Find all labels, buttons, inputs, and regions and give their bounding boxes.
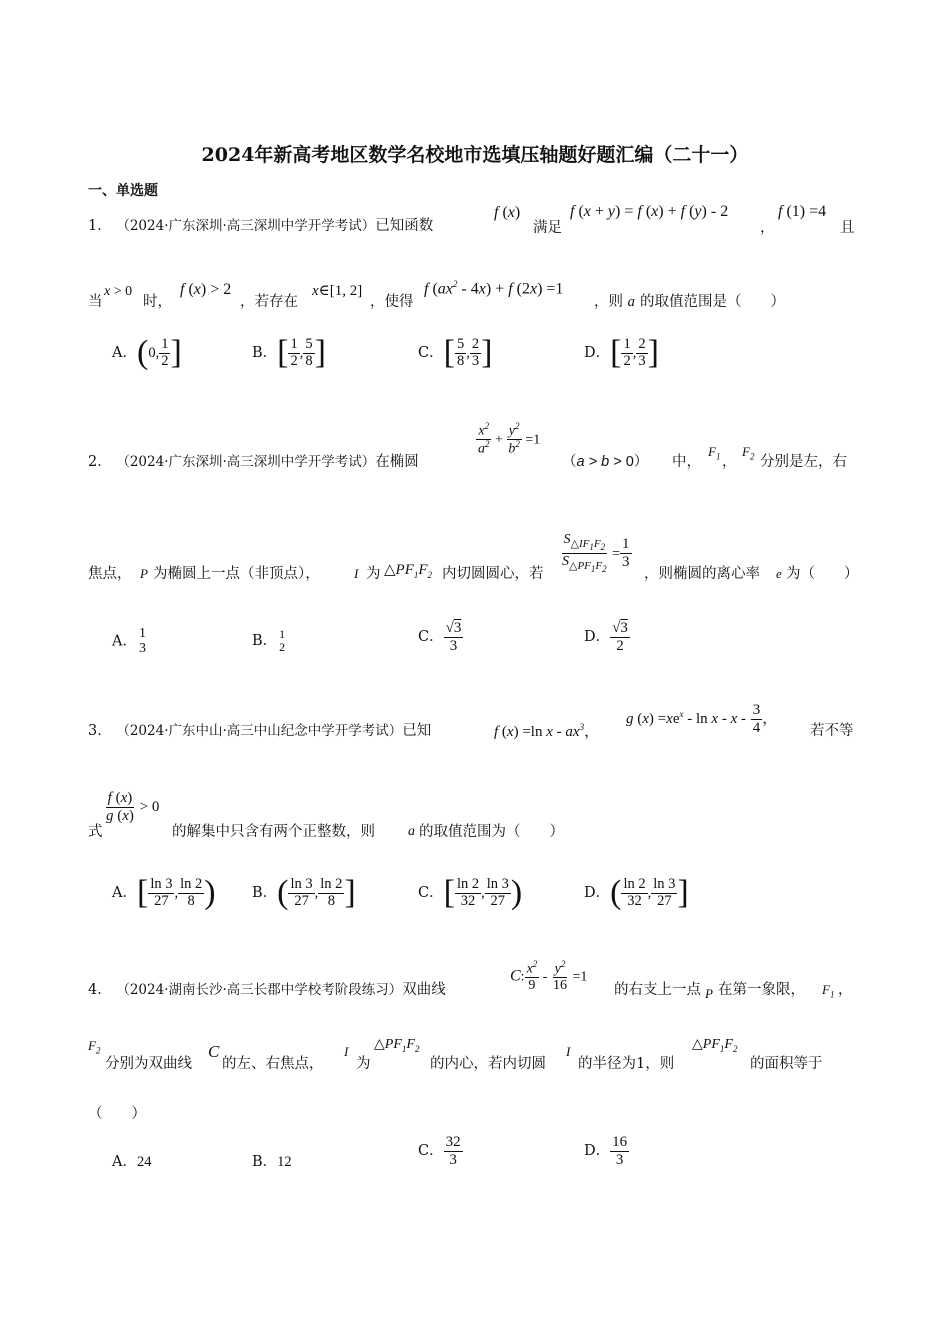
math-ellipse-equation: $\frac{x^2}{a^2}$ + $\frac{y^2}{b^2}$ =1 bbox=[478, 421, 541, 457]
math-f1-equals-4: f (1) =4 bbox=[778, 203, 827, 220]
math-i: I bbox=[344, 1044, 349, 1059]
option-b[interactable]: B．[ $\frac{1}{2}$ , $\frac{5}{8}$ ] bbox=[252, 334, 326, 371]
question-source: （2024·广东深圳·高三深圳中学开学考试） bbox=[116, 454, 376, 470]
question-number: 3． bbox=[88, 723, 112, 739]
comma: ， bbox=[722, 454, 737, 470]
question-text: 且 bbox=[840, 220, 855, 236]
math-x-in-interval: x∈[1, 2] bbox=[312, 283, 363, 299]
question-text: 在第一象限， bbox=[718, 982, 805, 998]
math-triangle-pf1f2: $\triangle PF_1F_2$ bbox=[374, 1037, 420, 1054]
question-text: 的取值范围是（ ） bbox=[640, 294, 785, 310]
math-f2: $F_2$ bbox=[88, 1038, 101, 1056]
question-source: （2024·广东中山·高三中山纪念中学开学考试） bbox=[116, 723, 403, 739]
option-label: C． bbox=[418, 629, 444, 645]
math-fx-gt-2: f (x) > 2 bbox=[180, 281, 232, 298]
option-label: D． bbox=[584, 345, 611, 361]
question-text: 的取值范围为（ ） bbox=[419, 824, 564, 840]
question-text: 在椭圆 bbox=[375, 454, 419, 470]
comma: ， bbox=[760, 220, 775, 236]
option-a[interactable]: A．(0, $\frac{1}{2}$ ] bbox=[112, 334, 182, 371]
option-d[interactable]: D．[ $\frac{1}{2}$ , $\frac{2}{3}$ ] bbox=[584, 334, 659, 371]
math-functional-equation: f (x + y) = f (x) + f (y) - 2 bbox=[570, 203, 729, 220]
option-label: D． bbox=[584, 885, 611, 901]
question-text: ，则椭圆的离心率 bbox=[644, 566, 760, 582]
option-a[interactable]: A．[ $\frac{\ln 3}{27}$ , $\frac{\ln 2}{8}$ ) bbox=[112, 874, 216, 911]
option-value: 12 bbox=[277, 1154, 292, 1170]
option-b[interactable]: B．( $\frac{\ln 3}{27}$ , $\frac{\ln 2}{8}$ ] bbox=[252, 874, 356, 911]
question-text: 为 bbox=[366, 566, 381, 582]
comma: ，则 a bbox=[594, 294, 635, 310]
question-text: ，使得 bbox=[370, 294, 414, 310]
question-1-line-1 bbox=[88, 214, 433, 235]
option-c[interactable]: C．[ $\frac{\ln 2}{32}$ , $\frac{\ln 3}{27}$ ) bbox=[418, 874, 523, 911]
option-a[interactable] bbox=[112, 1150, 151, 1171]
option-c[interactable]: C． $\frac{32}{3}$ bbox=[418, 1134, 461, 1168]
math-a: a bbox=[408, 824, 415, 839]
option-a[interactable]: A． 1 3 bbox=[112, 626, 146, 657]
option-label: C． bbox=[418, 1143, 444, 1159]
option-label: A． bbox=[112, 345, 137, 361]
question-text: 的面积等于 bbox=[750, 1056, 823, 1072]
question-number: 1． bbox=[88, 218, 112, 234]
question-3-line-1 bbox=[88, 719, 431, 740]
question-text: 的解集中只含有两个正整数，则 bbox=[172, 824, 375, 840]
option-d[interactable]: D．( $\frac{\ln 2}{32}$ , $\frac{\ln 3}{27}$ ] bbox=[584, 874, 689, 911]
question-number: 2． bbox=[88, 454, 112, 470]
question-source: （2024·广东深圳·高三深圳中学开学考试） bbox=[116, 218, 376, 234]
math-f-definition: f (x) =ln x - $ax^3$， bbox=[494, 722, 600, 740]
page-title: 2024年新高考地区数学名校地市选填压轴题好题汇编（二十一） bbox=[201, 144, 749, 166]
option-b[interactable] bbox=[252, 1150, 292, 1171]
question-text: 双曲线 bbox=[402, 982, 446, 998]
math-f1: $F_1$ bbox=[822, 982, 835, 1000]
math-condition-equation: f $(ax^2 - 4x) + f$ (2x) =1 bbox=[424, 279, 564, 298]
question-text: 满足 bbox=[533, 220, 562, 236]
question-text: 的右支上一点 bbox=[614, 982, 701, 998]
math-area-ratio: $\frac{S_{\triangle IF_1F_2}}{S_{\triangle PF_1F_2}}$ = $\frac{1}{3}$ bbox=[562, 532, 630, 574]
math-f1: $F_1$ bbox=[708, 444, 721, 462]
question-text: 式 bbox=[88, 824, 103, 840]
option-b[interactable]: B． 1 2 bbox=[252, 627, 286, 655]
option-label: B． bbox=[252, 1154, 278, 1170]
option-d[interactable]: D． $\frac{√3}{2}$ bbox=[584, 620, 628, 654]
option-label: A． bbox=[112, 885, 137, 901]
math-a-gt-b-gt-0: （a > b > 0） bbox=[562, 454, 649, 470]
option-c[interactable]: C．[ $\frac{5}{8}$ , $\frac{2}{3}$ ] bbox=[418, 334, 493, 371]
option-value: 24 bbox=[136, 1154, 152, 1170]
question-text: 的内心，若内切圆 bbox=[430, 1056, 546, 1072]
question-text: 若不等 bbox=[810, 723, 854, 739]
question-text: （ ） bbox=[88, 1106, 146, 1122]
option-label: C． bbox=[418, 345, 444, 361]
math-inequality: $\frac{f (x)}{g (x)}$ > 0 bbox=[106, 790, 160, 824]
question-text: 中， bbox=[672, 454, 701, 470]
option-c[interactable]: C． $\frac{√3}{3}$ bbox=[418, 620, 462, 654]
question-text: 焦点， bbox=[88, 566, 132, 582]
option-label: A． bbox=[112, 633, 137, 650]
question-text: 时， bbox=[143, 294, 172, 310]
math-p: P bbox=[140, 566, 148, 581]
question-text: 为（ ） bbox=[786, 566, 859, 582]
option-label: D． bbox=[584, 629, 611, 645]
section-heading: 一、单选题 bbox=[88, 183, 158, 199]
question-2-line-1 bbox=[88, 450, 419, 471]
math-g-definition: g $(x) =xe^x - \ln x - x$ - $\frac{3}{4}$ ， bbox=[626, 702, 778, 736]
question-text: 当 bbox=[88, 294, 103, 310]
question-number: 4． bbox=[88, 982, 112, 998]
option-label: A． bbox=[112, 1154, 137, 1170]
math-f2: $F_2$ bbox=[742, 444, 755, 462]
option-d[interactable]: D． $\frac{16}{3}$ bbox=[584, 1134, 628, 1168]
question-source: （2024·湖南长沙·高三长郡中学校考阶段练习） bbox=[116, 982, 403, 998]
option-label: B． bbox=[252, 885, 278, 901]
option-label: C． bbox=[418, 885, 444, 901]
question-text: 的半径为1，则 bbox=[578, 1056, 675, 1072]
math-triangle-pf1f2: $\triangle PF_1F_2$ bbox=[692, 1037, 738, 1054]
option-label: B． bbox=[252, 345, 278, 361]
question-text: ，若存在 bbox=[240, 294, 298, 310]
question-text: 分别为双曲线 bbox=[105, 1056, 192, 1072]
question-text: 已知函数 bbox=[375, 218, 434, 234]
question-text: 为 bbox=[356, 1056, 371, 1072]
math-i: I bbox=[354, 566, 359, 581]
math-i: I bbox=[566, 1044, 571, 1059]
comma: ， bbox=[838, 982, 853, 998]
question-text: 内切圆圆心，若 bbox=[442, 566, 544, 582]
question-4-line-1 bbox=[88, 978, 446, 999]
option-label: B． bbox=[252, 633, 278, 650]
option-label: D． bbox=[584, 1143, 611, 1159]
math-f-x: f (x) bbox=[494, 204, 521, 221]
question-text: 分别是左，右 bbox=[760, 454, 847, 470]
math-triangle-pf1f2: $\triangle PF_1F_2$ bbox=[384, 562, 433, 580]
math-c: C bbox=[208, 1042, 220, 1061]
math-x-gt-0: x > 0 bbox=[104, 284, 133, 299]
math-p: P bbox=[705, 986, 713, 1001]
question-text: 的左、右焦点， bbox=[222, 1056, 324, 1072]
question-text: 已知 bbox=[402, 723, 432, 739]
math-hyperbola-equation: C: $\frac{x^2}{9}$ - $\frac{y^2}{16}$ =1 bbox=[510, 959, 588, 994]
question-text: 为椭圆上一点（非顶点）， bbox=[153, 566, 320, 582]
math-e: e bbox=[776, 566, 782, 581]
